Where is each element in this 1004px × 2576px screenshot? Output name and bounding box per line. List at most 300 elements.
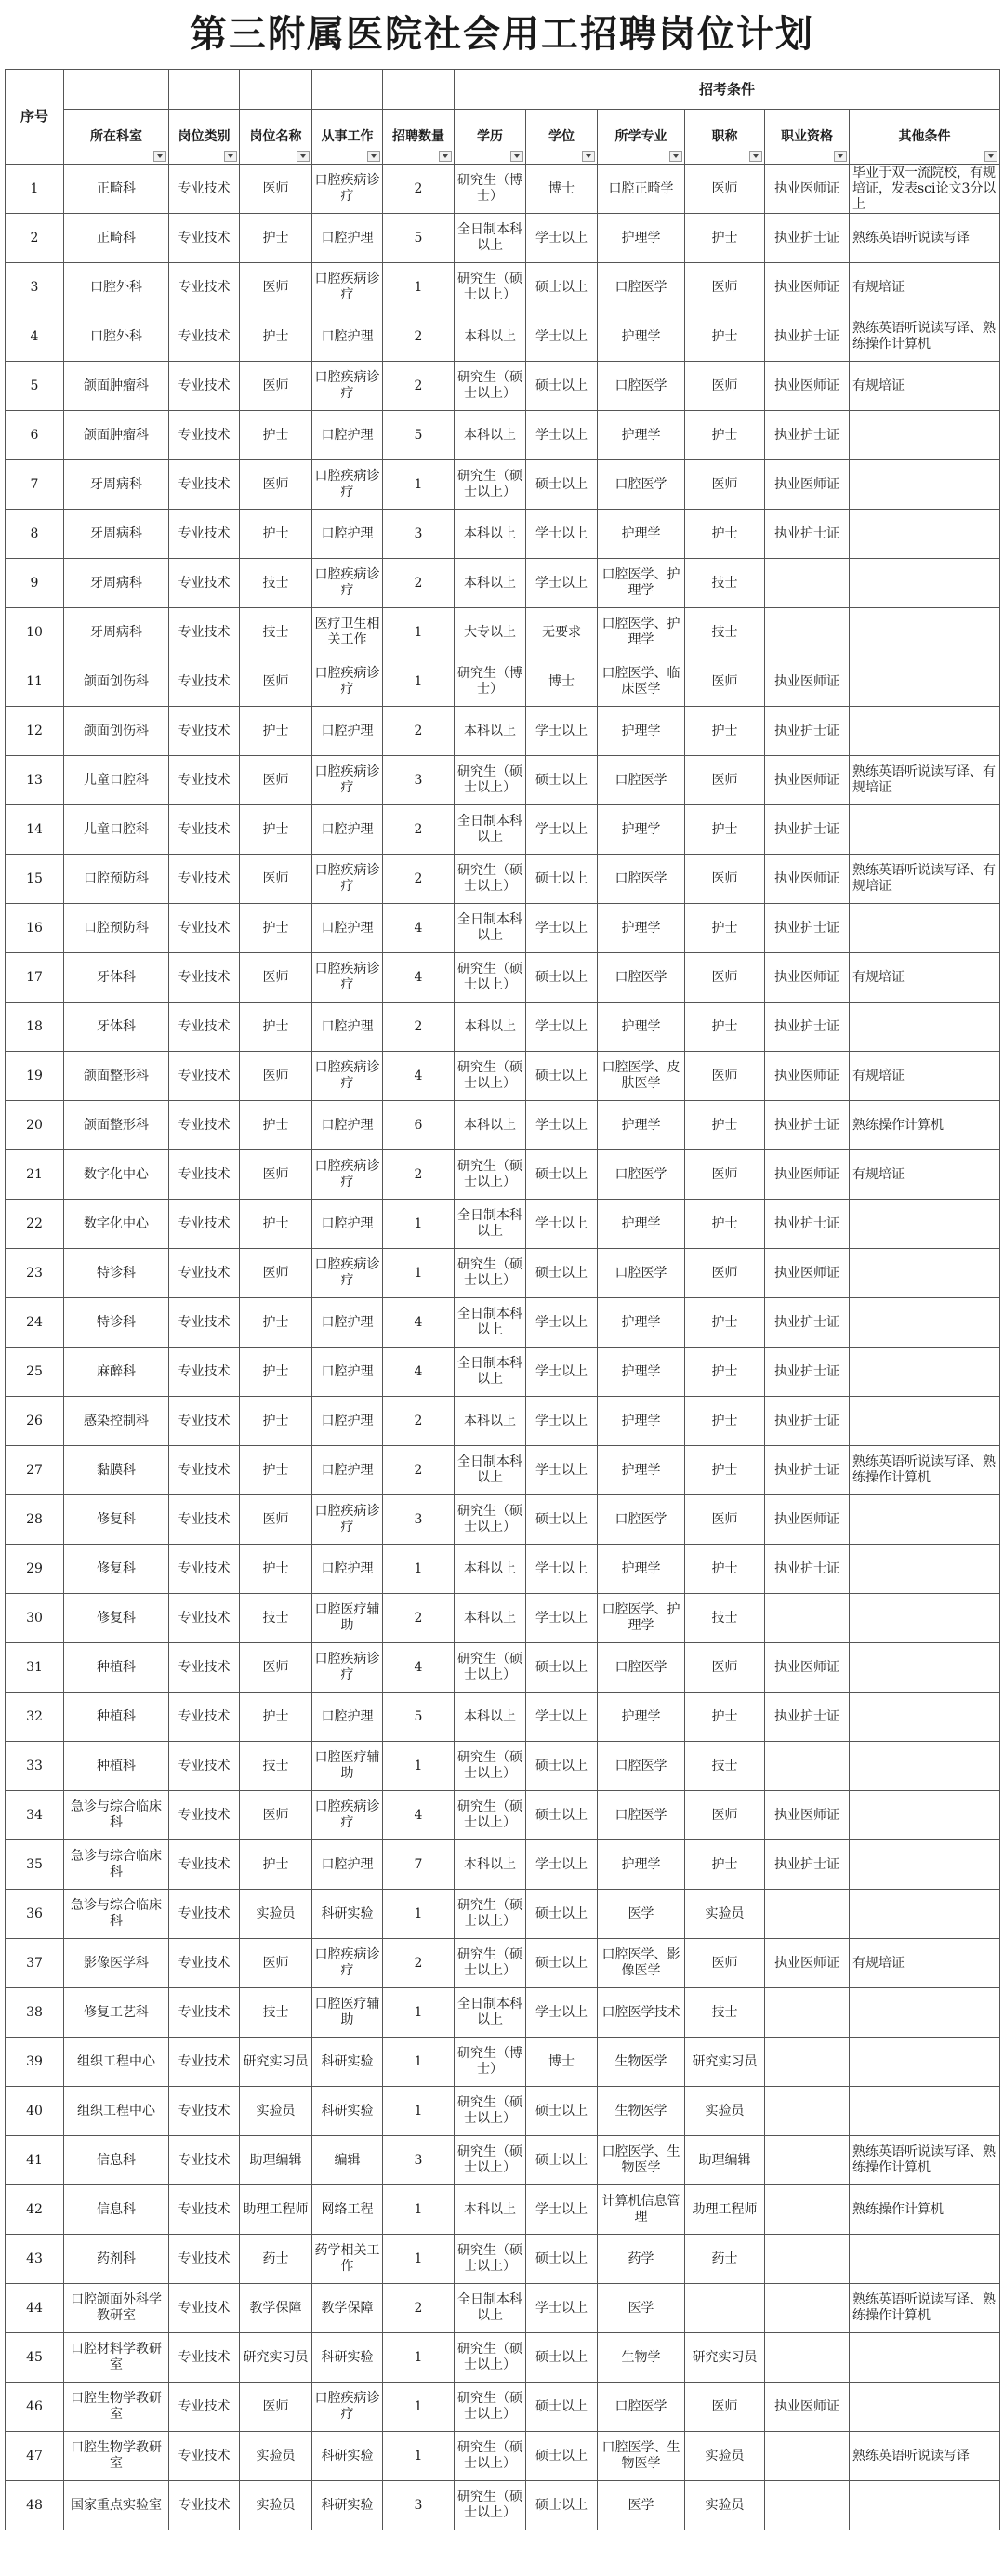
cell-dept: 黏膜科: [64, 1446, 169, 1495]
cell-title-rank: 技士: [685, 1594, 765, 1643]
cell-count: 1: [383, 263, 455, 312]
filter-dropdown-icon[interactable]: [582, 151, 595, 162]
cell-dept: 修复工艺科: [64, 1988, 169, 2038]
table-row: [6, 608, 1000, 657]
cell-major: 口腔医学: [598, 1791, 685, 1840]
cell-qual: [765, 2235, 850, 2284]
cell-work: 口腔护理: [312, 411, 383, 460]
cell-dept: 组织工程中心: [64, 2087, 169, 2136]
cell-post: 实验员: [240, 2481, 312, 2530]
table-row: [6, 2136, 1000, 2185]
cell-dept: 修复科: [64, 1495, 169, 1545]
cell-work: 口腔护理: [312, 1003, 383, 1052]
cell-dept: 牙周病科: [64, 559, 169, 608]
table-row: [6, 2235, 1000, 2284]
cell-title-rank: 实验员: [685, 1890, 765, 1939]
cell-work: 医疗卫生相关工作: [312, 608, 383, 657]
cell-major: 口腔医学: [598, 2383, 685, 2432]
cell-qual: [765, 2038, 850, 2087]
cell-dept: 信息科: [64, 2185, 169, 2235]
cell-post: 医师: [240, 1791, 312, 1840]
cell-edu: 研究生（硕士以上）: [455, 1495, 526, 1545]
cell-qual: [765, 2136, 850, 2185]
cell-title-rank: 医师: [685, 460, 765, 510]
cell-degree: 学士以上: [526, 1397, 598, 1446]
cell-major: 口腔医学: [598, 1495, 685, 1545]
cell-degree: 学士以上: [526, 805, 598, 855]
cell-category: 专业技术: [169, 2284, 240, 2333]
cell-degree: 学士以上: [526, 1840, 598, 1890]
cell-qual: 执业医师证: [765, 1939, 850, 1988]
cell-post: 实验员: [240, 1890, 312, 1939]
cell-degree: 硕士以上: [526, 756, 598, 805]
header-category[interactable]: 岗位类别: [169, 110, 240, 165]
cell-edu: 全日制本科以上: [455, 1298, 526, 1348]
filter-dropdown-icon[interactable]: [510, 151, 523, 162]
cell-post: 助理工程师: [240, 2185, 312, 2235]
table-row: [6, 707, 1000, 756]
cell-work: 口腔疾病诊疗: [312, 953, 383, 1003]
cell-post: 助理编辑: [240, 2136, 312, 2185]
cell-title-rank: 护士: [685, 1348, 765, 1397]
cell-post: 护士: [240, 1446, 312, 1495]
header-post[interactable]: 岗位名称: [240, 110, 312, 165]
cell-work: 科研实验: [312, 2481, 383, 2530]
cell-seq: 39: [6, 2038, 64, 2087]
cell-post: 医师: [240, 756, 312, 805]
cell-title-rank: 护士: [685, 1693, 765, 1742]
cell-title-rank: 实验员: [685, 2481, 765, 2530]
cell-count: 2: [383, 559, 455, 608]
cell-category: 专业技术: [169, 312, 240, 362]
cell-major: 口腔医学、护理学: [598, 608, 685, 657]
cell-count: 4: [383, 904, 455, 953]
cell-title-rank: 护士: [685, 411, 765, 460]
cell-other: [850, 1200, 1000, 1249]
cell-count: 2: [383, 855, 455, 904]
cell-dept: 特诊科: [64, 1298, 169, 1348]
cell-dept: 修复科: [64, 1545, 169, 1594]
cell-other: [850, 411, 1000, 460]
cell-category: 专业技术: [169, 1693, 240, 1742]
cell-count: 3: [383, 2481, 455, 2530]
cell-title-rank: 护士: [685, 312, 765, 362]
cell-title-rank: 医师: [685, 1150, 765, 1200]
table-row: [6, 1495, 1000, 1545]
cell-qual: 执业医师证: [765, 460, 850, 510]
header-edu[interactable]: 学历: [455, 110, 526, 165]
cell-degree: 学士以上: [526, 1348, 598, 1397]
cell-dept: 牙体科: [64, 953, 169, 1003]
cell-seq: 11: [6, 657, 64, 707]
cell-dept: 种植科: [64, 1643, 169, 1693]
cell-edu: 全日制本科以上: [455, 1348, 526, 1397]
cell-other: 有规培证: [850, 1052, 1000, 1101]
cell-degree: 学士以上: [526, 1594, 598, 1643]
header-qual[interactable]: 职业资格: [765, 110, 850, 165]
cell-work: 口腔护理: [312, 312, 383, 362]
cell-major: 护理学: [598, 1200, 685, 1249]
cell-count: 2: [383, 2284, 455, 2333]
cell-seq: 23: [6, 1249, 64, 1298]
cell-count: 4: [383, 1643, 455, 1693]
cell-category: 专业技术: [169, 1397, 240, 1446]
cell-other: 熟练英语听说读写译、有规培证: [850, 756, 1000, 805]
cell-degree: 学士以上: [526, 1200, 598, 1249]
cell-dept: 儿童口腔科: [64, 805, 169, 855]
cell-title-rank: 医师: [685, 165, 765, 214]
cell-degree: 硕士以上: [526, 1791, 598, 1840]
cell-qual: [765, 1594, 850, 1643]
table-body: [6, 165, 1000, 2530]
table-row: [6, 953, 1000, 1003]
table-row: [6, 559, 1000, 608]
header-count[interactable]: 招聘数量: [383, 110, 455, 165]
cell-degree: 硕士以上: [526, 362, 598, 411]
cell-seq: 5: [6, 362, 64, 411]
filter-dropdown-icon[interactable]: [669, 151, 682, 162]
cell-title-rank: 医师: [685, 1249, 765, 1298]
table-row: [6, 904, 1000, 953]
cell-edu: 研究生（博士）: [455, 165, 526, 214]
cell-seq: 48: [6, 2481, 64, 2530]
cell-edu: 本科以上: [455, 1545, 526, 1594]
cell-major: 口腔医学、临床医学: [598, 657, 685, 707]
cell-dept: 口腔预防科: [64, 855, 169, 904]
filter-dropdown-icon[interactable]: [749, 151, 762, 162]
cell-count: 1: [383, 2185, 455, 2235]
cell-title-rank: 医师: [685, 1052, 765, 1101]
cell-dept: 急诊与综合临床科: [64, 1840, 169, 1890]
cell-degree: 学士以上: [526, 312, 598, 362]
cell-title-rank: 医师: [685, 756, 765, 805]
cell-edu: 研究生（硕士以上）: [455, 2235, 526, 2284]
cell-seq: 27: [6, 1446, 64, 1495]
cell-category: 专业技术: [169, 165, 240, 214]
cell-other: [850, 1545, 1000, 1594]
cell-seq: 9: [6, 559, 64, 608]
cell-degree: 硕士以上: [526, 1495, 598, 1545]
cell-major: 护理学: [598, 1545, 685, 1594]
cell-post: 医师: [240, 1052, 312, 1101]
cell-degree: 学士以上: [526, 1101, 598, 1150]
cell-category: 专业技术: [169, 1348, 240, 1397]
cell-post: 教学保障: [240, 2284, 312, 2333]
cell-work: 口腔疾病诊疗: [312, 855, 383, 904]
cell-other: [850, 1594, 1000, 1643]
cell-other: [850, 2383, 1000, 2432]
cell-post: 医师: [240, 1150, 312, 1200]
cell-other: [850, 707, 1000, 756]
cell-seq: 35: [6, 1840, 64, 1890]
cell-count: 3: [383, 756, 455, 805]
cell-major: 生物医学: [598, 2038, 685, 2087]
cell-title-rank: 医师: [685, 263, 765, 312]
cell-work: 科研实验: [312, 2087, 383, 2136]
filter-dropdown-icon[interactable]: [153, 151, 166, 162]
header-title-rank[interactable]: 职称: [685, 110, 765, 165]
cell-category: 专业技术: [169, 2432, 240, 2481]
cell-seq: 29: [6, 1545, 64, 1594]
cell-other: [850, 608, 1000, 657]
cell-other: [850, 1397, 1000, 1446]
cell-major: 护理学: [598, 904, 685, 953]
cell-edu: 全日制本科以上: [455, 214, 526, 263]
cell-edu: 研究生（硕士以上）: [455, 1939, 526, 1988]
cell-qual: 执业护士证: [765, 1693, 850, 1742]
cell-count: 2: [383, 165, 455, 214]
cell-count: 5: [383, 1693, 455, 1742]
filter-dropdown-icon[interactable]: [984, 151, 997, 162]
cell-other: [850, 510, 1000, 559]
cell-dept: 口腔生物学教研室: [64, 2383, 169, 2432]
cell-major: 口腔医学: [598, 1150, 685, 1200]
cell-major: 口腔医学、护理学: [598, 1594, 685, 1643]
cell-edu: 研究生（硕士以上）: [455, 460, 526, 510]
cell-count: 1: [383, 1545, 455, 1594]
header-major[interactable]: 所学专业: [598, 110, 685, 165]
cell-dept: 正畸科: [64, 165, 169, 214]
cell-major: 口腔医学: [598, 855, 685, 904]
cell-seq: 21: [6, 1150, 64, 1200]
cell-dept: 急诊与综合临床科: [64, 1890, 169, 1939]
cell-seq: 12: [6, 707, 64, 756]
cell-count: 1: [383, 1200, 455, 1249]
filter-dropdown-icon[interactable]: [834, 151, 847, 162]
table-row: [6, 805, 1000, 855]
table-row: [6, 2284, 1000, 2333]
header-blank: [312, 70, 383, 110]
cell-major: 护理学: [598, 1003, 685, 1052]
cell-major: 口腔医学、生物医学: [598, 2136, 685, 2185]
cell-title-rank: 研究实习员: [685, 2333, 765, 2383]
cell-title-rank: 护士: [685, 1840, 765, 1890]
cell-post: 护士: [240, 1200, 312, 1249]
cell-major: 护理学: [598, 1840, 685, 1890]
cell-category: 专业技术: [169, 855, 240, 904]
recruitment-table: [5, 69, 1000, 2530]
cell-title-rank: 医师: [685, 362, 765, 411]
cell-degree: 学士以上: [526, 1545, 598, 1594]
cell-count: 1: [383, 1988, 455, 2038]
cell-major: 护理学: [598, 411, 685, 460]
cell-work: 口腔疾病诊疗: [312, 362, 383, 411]
cell-degree: 硕士以上: [526, 2333, 598, 2383]
cell-major: 口腔医学: [598, 1742, 685, 1791]
cell-category: 专业技术: [169, 1101, 240, 1150]
cell-other: 熟练英语听说读写译、熟练操作计算机: [850, 312, 1000, 362]
cell-title-rank: 医师: [685, 1495, 765, 1545]
cell-work: 口腔疾病诊疗: [312, 1939, 383, 1988]
cell-qual: 执业护士证: [765, 805, 850, 855]
cell-seq: 44: [6, 2284, 64, 2333]
cell-work: 口腔疾病诊疗: [312, 1495, 383, 1545]
cell-edu: 研究生（硕士以上）: [455, 362, 526, 411]
cell-degree: 硕士以上: [526, 1150, 598, 1200]
cell-major: 护理学: [598, 805, 685, 855]
table-row: [6, 2383, 1000, 2432]
cell-degree: 学士以上: [526, 1298, 598, 1348]
cell-other: [850, 1643, 1000, 1693]
cell-category: 专业技术: [169, 1791, 240, 1840]
table-row: [6, 1742, 1000, 1791]
cell-dept: 牙周病科: [64, 608, 169, 657]
cell-qual: 执业护士证: [765, 1348, 850, 1397]
cell-qual: 执业护士证: [765, 510, 850, 559]
cell-category: 专业技术: [169, 707, 240, 756]
cell-post: 护士: [240, 510, 312, 559]
header-work[interactable]: 从事工作: [312, 110, 383, 165]
cell-other: 有规培证: [850, 1939, 1000, 1988]
cell-degree: 学士以上: [526, 510, 598, 559]
cell-category: 专业技术: [169, 263, 240, 312]
cell-category: 专业技术: [169, 1495, 240, 1545]
cell-post: 研究实习员: [240, 2038, 312, 2087]
cell-post: 护士: [240, 1693, 312, 1742]
cell-major: 护理学: [598, 1693, 685, 1742]
cell-post: 医师: [240, 460, 312, 510]
header-dept[interactable]: 所在科室: [64, 110, 169, 165]
cell-qual: [765, 2432, 850, 2481]
header-seq: 序号: [6, 70, 64, 165]
cell-seq: 26: [6, 1397, 64, 1446]
cell-count: 1: [383, 1742, 455, 1791]
cell-work: 口腔疾病诊疗: [312, 1052, 383, 1101]
table-row: [6, 1397, 1000, 1446]
cell-count: 2: [383, 707, 455, 756]
cell-degree: 硕士以上: [526, 2383, 598, 2432]
cell-work: 口腔护理: [312, 1545, 383, 1594]
header-degree[interactable]: 学位: [526, 110, 598, 165]
cell-dept: 信息科: [64, 2136, 169, 2185]
cell-other: [850, 2481, 1000, 2530]
cell-edu: 本科以上: [455, 707, 526, 756]
cell-degree: 硕士以上: [526, 1052, 598, 1101]
cell-other: [850, 1791, 1000, 1840]
filter-dropdown-icon[interactable]: [224, 151, 237, 162]
table-row: [6, 2185, 1000, 2235]
cell-qual: 执业医师证: [765, 263, 850, 312]
cell-degree: 学士以上: [526, 1446, 598, 1495]
cell-dept: 麻醉科: [64, 1348, 169, 1397]
cell-major: 药学: [598, 2235, 685, 2284]
cell-qual: 执业医师证: [765, 1150, 850, 1200]
cell-qual: 执业医师证: [765, 953, 850, 1003]
cell-seq: 36: [6, 1890, 64, 1939]
cell-seq: 17: [6, 953, 64, 1003]
cell-dept: 牙周病科: [64, 510, 169, 559]
cell-work: 口腔疾病诊疗: [312, 1249, 383, 1298]
cell-title-rank: 医师: [685, 1643, 765, 1693]
cell-degree: 硕士以上: [526, 1939, 598, 1988]
cell-qual: [765, 1988, 850, 2038]
cell-edu: 本科以上: [455, 1101, 526, 1150]
cell-category: 专业技术: [169, 2136, 240, 2185]
table-row: [6, 2038, 1000, 2087]
cell-dept: 颌面整形科: [64, 1101, 169, 1150]
table-row: [6, 1348, 1000, 1397]
cell-other: [850, 2333, 1000, 2383]
cell-degree: 硕士以上: [526, 2481, 598, 2530]
cell-qual: 执业医师证: [765, 855, 850, 904]
cell-category: 专业技术: [169, 2481, 240, 2530]
cell-work: 口腔医疗辅助: [312, 1594, 383, 1643]
cell-major: 口腔医学: [598, 263, 685, 312]
table-row: [6, 2087, 1000, 2136]
filter-dropdown-icon[interactable]: [439, 151, 452, 162]
cell-qual: 执业护士证: [765, 1003, 850, 1052]
cell-major: 生物学: [598, 2333, 685, 2383]
cell-other: 熟练操作计算机: [850, 1101, 1000, 1150]
header-blank: [169, 70, 240, 110]
cell-degree: 学士以上: [526, 904, 598, 953]
header-other[interactable]: 其他条件: [850, 110, 1000, 165]
cell-degree: 硕士以上: [526, 1643, 598, 1693]
table-row: [6, 263, 1000, 312]
cell-edu: 研究生（硕士以上）: [455, 1150, 526, 1200]
cell-other: 熟练英语听说读写译、有规培证: [850, 855, 1000, 904]
table-row: [6, 1298, 1000, 1348]
filter-dropdown-icon[interactable]: [367, 151, 380, 162]
cell-seq: 45: [6, 2333, 64, 2383]
cell-qual: [765, 2333, 850, 2383]
cell-count: 4: [383, 1298, 455, 1348]
cell-title-rank: 医师: [685, 1939, 765, 1988]
cell-qual: 执业医师证: [765, 165, 850, 214]
cell-seq: 31: [6, 1643, 64, 1693]
cell-major: 护理学: [598, 1298, 685, 1348]
cell-qual: 执业医师证: [765, 657, 850, 707]
cell-edu: 本科以上: [455, 559, 526, 608]
cell-major: 口腔医学: [598, 756, 685, 805]
cell-count: 1: [383, 2038, 455, 2087]
cell-title-rank: 医师: [685, 1791, 765, 1840]
cell-other: [850, 1988, 1000, 2038]
cell-post: 技士: [240, 1988, 312, 2038]
cell-dept: 口腔颌面外科学教研室: [64, 2284, 169, 2333]
cell-degree: 硕士以上: [526, 2087, 598, 2136]
cell-seq: 10: [6, 608, 64, 657]
cell-title-rank: 护士: [685, 1003, 765, 1052]
cell-title-rank: 医师: [685, 855, 765, 904]
cell-seq: 41: [6, 2136, 64, 2185]
cell-other: [850, 460, 1000, 510]
cell-title-rank: 护士: [685, 510, 765, 559]
cell-title-rank: 护士: [685, 805, 765, 855]
cell-category: 专业技术: [169, 1150, 240, 1200]
cell-work: 药学相关工作: [312, 2235, 383, 2284]
cell-edu: 本科以上: [455, 312, 526, 362]
table-row: [6, 1939, 1000, 1988]
cell-work: 口腔护理: [312, 1101, 383, 1150]
cell-qual: [765, 608, 850, 657]
cell-seq: 15: [6, 855, 64, 904]
cell-edu: 全日制本科以上: [455, 1988, 526, 2038]
cell-title-rank: 医师: [685, 657, 765, 707]
cell-edu: 本科以上: [455, 510, 526, 559]
cell-qual: 执业护士证: [765, 1840, 850, 1890]
cell-edu: 本科以上: [455, 411, 526, 460]
cell-work: 口腔护理: [312, 1200, 383, 1249]
cell-work: 口腔护理: [312, 1348, 383, 1397]
cell-category: 专业技术: [169, 1249, 240, 1298]
cell-post: 医师: [240, 1495, 312, 1545]
cell-other: [850, 904, 1000, 953]
cell-count: 6: [383, 1101, 455, 1150]
cell-title-rank: 护士: [685, 904, 765, 953]
filter-dropdown-icon[interactable]: [297, 151, 310, 162]
cell-major: 护理学: [598, 510, 685, 559]
